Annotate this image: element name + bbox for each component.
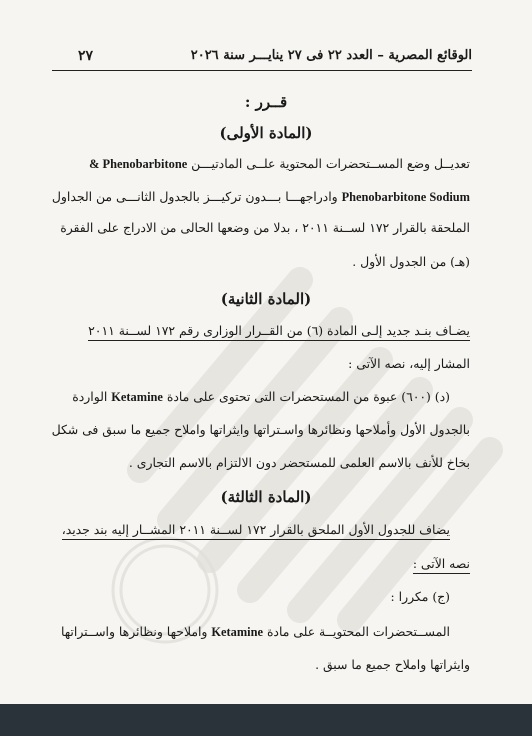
article1-line2-ar: وادراجهـــا بـــدون تركيـــز بالجدول الثانـــى من الجداول bbox=[51, 189, 338, 204]
article3-line4-ar-a: المســتحضرات المحتويــة على مادة bbox=[266, 624, 450, 639]
gazette-title: الوقائع المصرية – العدد ٢٢ فى ٢٧ ينايـــر سنة ٢٠٢٦ bbox=[190, 48, 472, 63]
article1-line2 bbox=[52, 189, 470, 205]
article1-line2-en: Phenobarbitone Sodium bbox=[341, 190, 470, 204]
article3-heading: (المادة الثالثة) bbox=[220, 488, 312, 506]
article2-heading: (المادة الثانية) bbox=[220, 290, 312, 308]
article2-line3-ar-b: الواردة bbox=[72, 389, 108, 404]
article2-line3-en: Ketamine bbox=[111, 390, 163, 404]
article3-line3: (ج) مكررا : bbox=[390, 589, 450, 604]
article3-line4-en: Ketamine bbox=[211, 625, 263, 639]
article3-line5: وايثراتها واملاح جميع ما سبق . bbox=[315, 657, 470, 672]
article3-line4 bbox=[61, 624, 450, 640]
decree-heading: قــرر : bbox=[244, 93, 288, 111]
page-number: ٢٧ bbox=[78, 48, 94, 64]
article1-heading: (المادة الأولى) bbox=[219, 124, 313, 142]
article2-line3-ar-a: (د) (٦٠٠) عبوة من المستحضرات التى تحتوى على مادة bbox=[166, 389, 450, 404]
article2-line1: يضـاف بنـد جديد إلـى المادة (٦) من القــرار الوزارى رقم ١٧٢ لســنة ٢٠١١ bbox=[88, 323, 470, 341]
article3-line4-ar-b: واملاحها ونظائرها واســتراتها bbox=[60, 624, 208, 639]
article2-line3 bbox=[72, 389, 450, 405]
article2-line5: بخاخ للأنف بالاسم العلمى للمستحضر دون الالتزام بالاسم التجارى . bbox=[128, 455, 470, 470]
article1-line1-en: Phenobarbitone & bbox=[89, 157, 188, 171]
article2-line2: المشار إليه، نصه الآتى : bbox=[348, 356, 470, 371]
article3-line2: نصه الآتى : bbox=[413, 556, 470, 574]
article1-line4: (هـ) من الجدول الأول . bbox=[352, 254, 470, 269]
article1-line1-ar: تعديــل وضع المســتحضرات المحتوية علــى المادتيـــن bbox=[191, 156, 470, 171]
article3-line1: يضاف للجدول الأول الملحق بالقرار ١٧٢ لســنة ٢٠١١ المشــار إليه بند جديد، bbox=[62, 522, 450, 540]
article2-line4: بالجدول الأول وأملاحها ونظائرها واسـتراتها وايثراتها واملاح جميع ما سبق فى شكل bbox=[51, 422, 470, 437]
page-header bbox=[52, 46, 472, 71]
article1-line3: الملحقة بالقرار ١٧٢ لســنة ٢٠١١ ، بدلا من وضعها الحالى من الادراج على الفقرة bbox=[60, 220, 470, 235]
viewer-bottom-bar bbox=[0, 704, 532, 736]
article1-line1 bbox=[89, 156, 470, 172]
